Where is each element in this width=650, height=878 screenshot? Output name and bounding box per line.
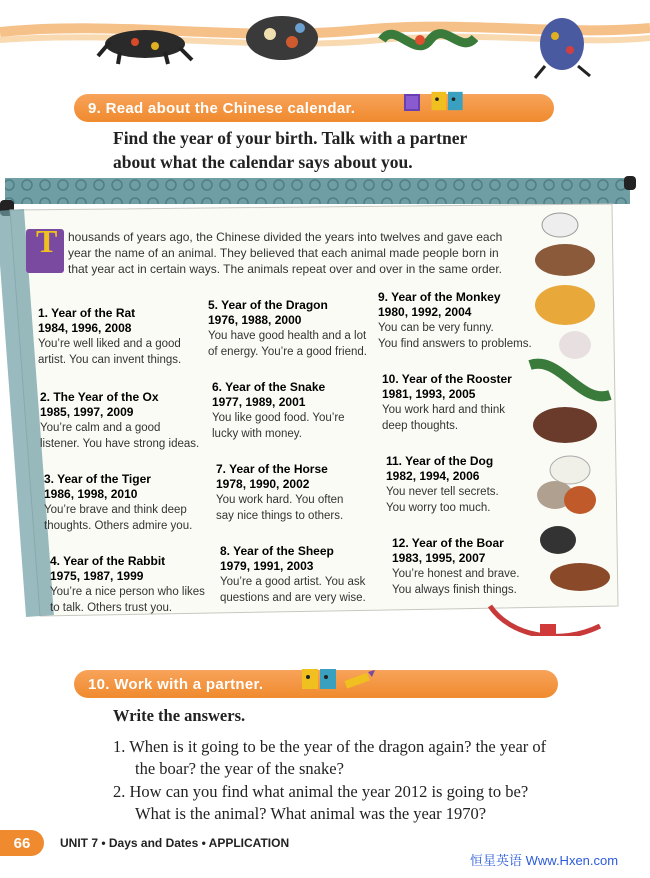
entry-years: 1982, 1994, 2006 (386, 469, 480, 483)
entry-years: 1980, 1992, 2004 (378, 305, 472, 319)
question-1-line-1: 1. When is it going to be the year of the dragon again? the year of (113, 737, 547, 756)
entry-desc-2: You always finish things. (392, 584, 517, 596)
entry-years: 1983, 1995, 2007 (392, 551, 486, 565)
intro-line-3: that year act in certain ways. The animals repeat over and over in the same order. (68, 262, 503, 276)
entry-heading: 10. Year of the Rooster (382, 372, 512, 386)
entry-desc-2: questions and are very wise. (220, 592, 366, 604)
section-9-title: 9. Read about the Chinese calendar. (88, 99, 356, 117)
entry-years: 1975, 1987, 1999 (50, 569, 144, 583)
entry-heading: 9. Year of the Monkey (378, 290, 501, 304)
snake-illustration (246, 16, 318, 60)
entry-desc-1: You’re brave and think deep (44, 504, 187, 516)
intro-paragraph (26, 223, 506, 277)
zodiac-entry-sheep (220, 544, 390, 606)
entry-years: 1986, 1998, 2010 (44, 487, 138, 501)
instructions-line-1: Find the year of your birth. Talk with a partner (113, 128, 468, 148)
entry-heading: 11. Year of the Dog (386, 454, 494, 468)
entry-heading: 12. Year of the Boar (392, 536, 504, 550)
entry-desc-2: deep thoughts. (382, 420, 459, 432)
entry-years: 1977, 1989, 2001 (212, 395, 306, 409)
entry-heading: 4. Year of the Rabbit (50, 554, 166, 568)
question-2-line-2: What is the animal? What animal was the year 1970? (135, 804, 487, 823)
section-10-title: 10. Work with a partner. (88, 675, 264, 693)
unit-footer: UNIT 7 • Days and Dates • APPLICATION (60, 836, 290, 850)
zodiac-entry-rat (38, 306, 208, 368)
entry-desc-2: You find answers to problems. (378, 338, 532, 350)
question-1-line-2: the boar? the year of the snake? (135, 759, 344, 778)
entry-heading: 8. Year of the Sheep (220, 544, 334, 558)
masks-icon (428, 90, 468, 112)
entry-desc-1: You work hard and think (382, 404, 505, 416)
entry-desc-1: You’re calm and a good (40, 422, 161, 434)
entry-desc-1: You work hard. You often (216, 494, 344, 506)
zodiac-entry-ox (40, 390, 210, 452)
entry-desc-1: You’re a nice person who likes (50, 586, 205, 598)
question-2-line-1: 2. How can you find what animal the year 2012 is going to be? (113, 782, 529, 801)
watermark: 恒星英语 Www.Hxen.com (470, 853, 619, 868)
entry-heading: 5. Year of the Dragon (208, 298, 328, 312)
section-9-banner (74, 94, 554, 122)
masks-icon (300, 666, 340, 692)
entry-desc-2: artist. You can invent things. (38, 354, 182, 366)
entry-heading: 1. Year of the Rat (38, 306, 136, 320)
entry-desc-1: You’re honest and brave. (392, 568, 520, 580)
entry-heading: 7. Year of the Horse (216, 462, 328, 476)
entry-years: 1978, 1990, 2002 (216, 477, 310, 491)
entry-desc-2: to talk. Others trust you. (50, 602, 173, 614)
intro-line-1: housands of years ago, the Chinese divided the years into twelves and gave each (68, 230, 503, 244)
zodiac-entry-rabbit (50, 554, 220, 616)
dropcap-letter: T (26, 229, 64, 273)
entry-years: 1976, 1988, 2000 (208, 313, 302, 327)
zodiac-entry-tiger (44, 472, 214, 534)
entry-years: 1981, 1993, 2005 (382, 387, 476, 401)
pencil-icon (342, 668, 376, 692)
book-icon (402, 91, 424, 113)
entry-desc-1: You have good health and a lot (208, 330, 367, 342)
entry-desc-2: thoughts. Others admire you. (44, 520, 193, 532)
entry-years: 1985, 1997, 2009 (40, 405, 134, 419)
entry-desc-1: You’re well liked and a good (38, 338, 181, 350)
zodiac-entry-snake (212, 380, 382, 442)
entry-years: 1984, 1996, 2008 (38, 321, 132, 335)
animal-column-illustration (520, 205, 620, 605)
section-10-instruction: Write the answers. (113, 706, 246, 725)
entry-desc-1: You like good food. You’re (212, 412, 345, 424)
zodiac-entry-dragon (208, 298, 378, 360)
instructions-line-2: about what the calendar says about you. (113, 152, 413, 172)
entry-desc-2: listener. You have strong ideas. (40, 438, 200, 450)
entry-desc-1: You’re a good artist. You ask (220, 576, 366, 588)
entry-heading: 3. Year of the Tiger (44, 472, 151, 486)
intro-line-2: year the name of an animal. They believed that each animal made people born in (68, 246, 499, 260)
entry-heading: 6. Year of the Snake (212, 380, 326, 394)
entry-desc-1: You can be very funny. (378, 322, 494, 334)
entry-desc-2: say nice things to others. (216, 510, 344, 522)
entry-years: 1979, 1991, 2003 (220, 559, 314, 573)
entry-desc-2: lucky with money. (212, 428, 302, 440)
zodiac-animal-illustrations (0, 0, 650, 90)
entry-desc-2: of energy. You’re a good friend. (208, 346, 367, 358)
section-9-instructions (113, 126, 533, 174)
entry-desc-2: You worry too much. (386, 502, 491, 514)
entry-heading: 2. The Year of the Ox (40, 390, 159, 404)
entry-desc-1: You never tell secrets. (386, 486, 499, 498)
zodiac-entry-horse (216, 462, 386, 524)
page-number: 66 (0, 830, 44, 856)
